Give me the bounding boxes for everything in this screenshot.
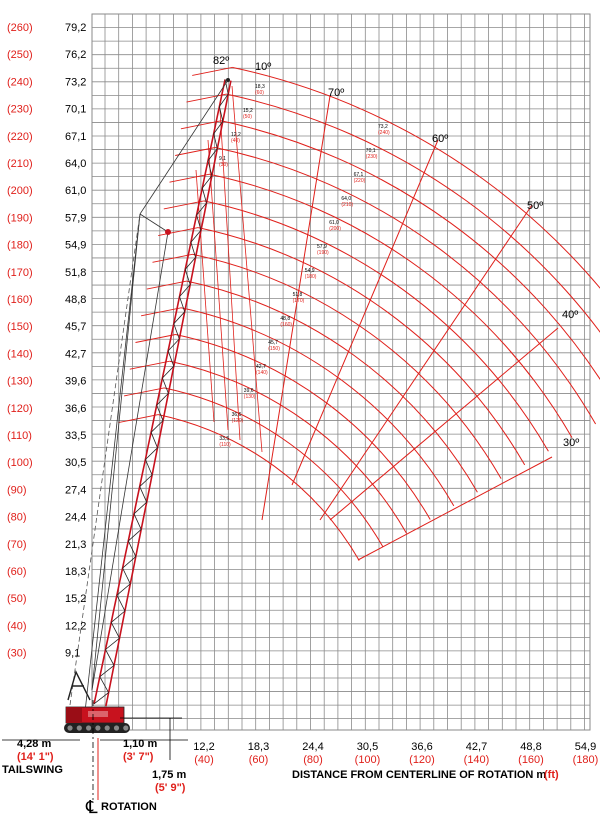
boom-length-m: 33,5 — [219, 436, 230, 442]
x-tick-ft: (40) — [194, 754, 214, 766]
y-tick-m: 54,9 — [65, 239, 87, 252]
y-tick-ft: (210) — [7, 158, 33, 170]
y-tick-m: 57,9 — [65, 212, 87, 225]
y-tick-ft: (60) — [7, 566, 27, 578]
y-tick-m: 76,2 — [65, 49, 87, 62]
radius-arc — [158, 415, 359, 561]
boom-length-ft: (240) — [378, 130, 390, 136]
y-tick-m: 48,8 — [65, 294, 87, 306]
boom-length-ft: (200) — [329, 226, 341, 232]
x-tick-m: 42,7 — [465, 741, 488, 753]
boom-point — [165, 229, 171, 235]
boom-length-m: 61,0 — [329, 220, 339, 226]
y-tick-ft: (70) — [7, 538, 27, 551]
boom-length-ft: (220) — [353, 178, 366, 184]
y-tick-ft: (50) — [7, 593, 27, 606]
boom-length-m: 45,7 — [268, 340, 278, 346]
boom-length-m: 57,9 — [317, 244, 327, 250]
tailswing-dim-ft: (14' 1") — [17, 751, 54, 763]
jib-length-ft: (60) — [255, 90, 264, 96]
boom-tip — [226, 78, 230, 82]
tailswing-label: TAILSWING — [2, 764, 63, 776]
boom-length-m: 36,6 — [231, 412, 242, 418]
tailswing-dim-m: 4,28 m — [17, 738, 52, 750]
boom-length-m: 64,0 — [341, 196, 352, 202]
y-tick-m: 45,7 — [65, 321, 87, 334]
y-axis-labels — [7, 22, 86, 660]
centerline-symbol: ℄ — [86, 797, 98, 817]
y-tick-m: 79,2 — [65, 22, 87, 34]
angle-label: 82º — [213, 55, 230, 67]
y-tick-m: 36,6 — [65, 402, 87, 415]
y-tick-ft: (100) — [7, 457, 33, 470]
jib-length-ft: (30) — [219, 162, 228, 168]
x-tick-m: 36,6 — [411, 741, 433, 753]
y-tick-ft: (230) — [7, 103, 33, 116]
track-roller — [123, 725, 128, 730]
jib-tick — [118, 415, 158, 423]
x-tick-m: 18,3 — [247, 741, 270, 753]
radius-arc — [198, 228, 525, 465]
track-roller — [77, 725, 82, 730]
angle-label: 10º — [255, 61, 272, 73]
boom-length-m: 70,1 — [365, 148, 376, 154]
y-tick-ft: (30) — [7, 647, 27, 660]
y-tick-ft: (120) — [7, 402, 33, 415]
y-tick-m: 12,2 — [65, 620, 87, 633]
y-tick-ft: (130) — [7, 375, 33, 388]
y-tick-m: 51,8 — [65, 266, 87, 279]
radius-arc — [170, 361, 407, 533]
x-tick-ft: (120) — [409, 754, 435, 766]
pin-height-dim-ft: (5' 9") — [155, 782, 186, 794]
jib-length-ft: (50) — [243, 114, 252, 120]
x-tick-ft: (60) — [248, 754, 269, 766]
x-tick-m: 30,5 — [356, 741, 379, 753]
y-tick-ft: (170) — [7, 266, 33, 279]
x-tick-ft: (140) — [463, 754, 490, 766]
jib-length-m: 9,1 — [219, 156, 226, 162]
y-tick-m: 67,1 — [65, 130, 87, 143]
y-tick-ft: (140) — [7, 348, 33, 361]
counterweight — [66, 707, 82, 723]
boom-length-ft: (140) — [256, 370, 268, 376]
boom-radius-arcs — [118, 67, 600, 560]
y-tick-ft: (240) — [7, 76, 33, 89]
angle-label: 30º — [563, 437, 580, 449]
track-roller — [86, 725, 91, 730]
boom-length-m: 42,7 — [256, 364, 266, 370]
boom-length-ft: (180) — [304, 274, 317, 280]
y-tick-m: 27,4 — [65, 484, 87, 497]
y-tick-m: 73,2 — [65, 76, 87, 89]
y-tick-ft: (160) — [7, 294, 33, 306]
radius-arc — [210, 174, 573, 437]
boom-length-m: 73,2 — [378, 124, 388, 130]
y-tick-m: 33,5 — [65, 430, 87, 442]
y-tick-m: 15,2 — [65, 593, 87, 606]
y-tick-ft: (180) — [7, 239, 33, 252]
boom-length-ft: (230) — [365, 154, 378, 160]
boom-length-m: 51,8 — [292, 292, 303, 298]
y-tick-m: 61,0 — [65, 185, 87, 198]
boom-length-ft: (190) — [317, 250, 329, 256]
y-tick-ft: (110) — [7, 430, 32, 442]
grid-border — [92, 14, 590, 730]
jib-length-ft: (40) — [231, 138, 240, 144]
pin-offset-dim-ft: (3' 7") — [123, 751, 154, 763]
x-tick-m: 48,8 — [520, 741, 542, 753]
y-tick-ft: (80) — [7, 511, 27, 524]
x-tick-m: 24,4 — [302, 741, 324, 753]
radius-arc — [227, 94, 600, 397]
y-tick-ft: (260) — [7, 22, 33, 34]
pin-height-dim-m: 1,75 m — [152, 769, 187, 781]
boom-length-ft: (150) — [268, 346, 280, 352]
boom-length-ft: (120) — [231, 418, 244, 424]
track-roller — [105, 725, 110, 730]
boom-length-m: 39,6 — [243, 388, 254, 394]
boom-length-ft: (160) — [280, 322, 293, 328]
y-tick-m: 18,3 — [65, 566, 87, 578]
y-tick-ft: (150) — [7, 321, 33, 334]
radius-arc — [164, 388, 383, 547]
track-roller — [67, 725, 72, 730]
boom-length-m: 67,1 — [353, 172, 364, 178]
y-tick-ft: (250) — [7, 49, 33, 62]
x-tick-ft: (80) — [303, 754, 323, 766]
radius-arc — [232, 67, 600, 383]
x-axis-unit: (ft) — [544, 769, 559, 781]
x-tick-m: 54,9 — [574, 741, 597, 753]
radius-arc — [176, 335, 431, 520]
y-tick-ft: (90) — [7, 484, 27, 497]
cab-window — [88, 711, 108, 717]
grid — [92, 14, 590, 730]
angle-label: 40º — [562, 309, 579, 321]
y-tick-m: 24,4 — [65, 511, 87, 524]
track-roller — [95, 725, 100, 730]
x-tick-m: 12,2 — [193, 741, 215, 753]
track-roller — [114, 725, 119, 730]
x-tick-ft: (100) — [354, 754, 381, 766]
radius-arc — [215, 148, 595, 425]
y-tick-m: 21,3 — [65, 538, 87, 551]
jib-length-m: 12,2 — [231, 132, 241, 138]
y-tick-m: 64,0 — [65, 158, 87, 170]
jib-length-m: 15,2 — [243, 108, 253, 114]
y-tick-m: 9,1 — [65, 647, 81, 660]
jib-length-m: 18,3 — [255, 84, 265, 90]
pin-offset-dim-m: 1,10 m — [123, 738, 158, 750]
boom-length-m: 54,9 — [304, 268, 315, 274]
angle-label: 70º — [328, 87, 345, 99]
y-tick-m: 39,6 — [65, 375, 87, 388]
angle-label: 50º — [527, 200, 544, 212]
boom-length-ft: (130) — [243, 394, 256, 400]
pendant-line — [140, 214, 168, 232]
boom-length-ft: (210) — [341, 202, 354, 208]
y-tick-ft: (40) — [7, 620, 27, 633]
y-tick-ft: (220) — [7, 130, 33, 143]
y-tick-m: 70,1 — [65, 103, 87, 116]
x-tick-ft: (180) — [572, 754, 599, 766]
boom-length-ft: (110) — [219, 442, 231, 448]
y-tick-m: 30,5 — [65, 457, 87, 470]
rotation-label: ROTATION — [101, 801, 157, 813]
x-tick-ft: (160) — [518, 754, 544, 766]
angle-label: 60º — [432, 133, 449, 145]
x-axis-labels — [193, 741, 598, 766]
boom-length-m: 48,8 — [280, 316, 291, 322]
jib-tick — [124, 388, 164, 396]
y-tick-ft: (200) — [7, 185, 33, 198]
boom-length-ft: (170) — [292, 298, 305, 304]
angle-line-40 — [330, 328, 558, 520]
y-tick-ft: (190) — [7, 212, 33, 225]
x-axis-title: DISTANCE FROM CENTERLINE OF ROTATION m — [292, 769, 547, 781]
y-tick-m: 42,7 — [65, 348, 87, 361]
